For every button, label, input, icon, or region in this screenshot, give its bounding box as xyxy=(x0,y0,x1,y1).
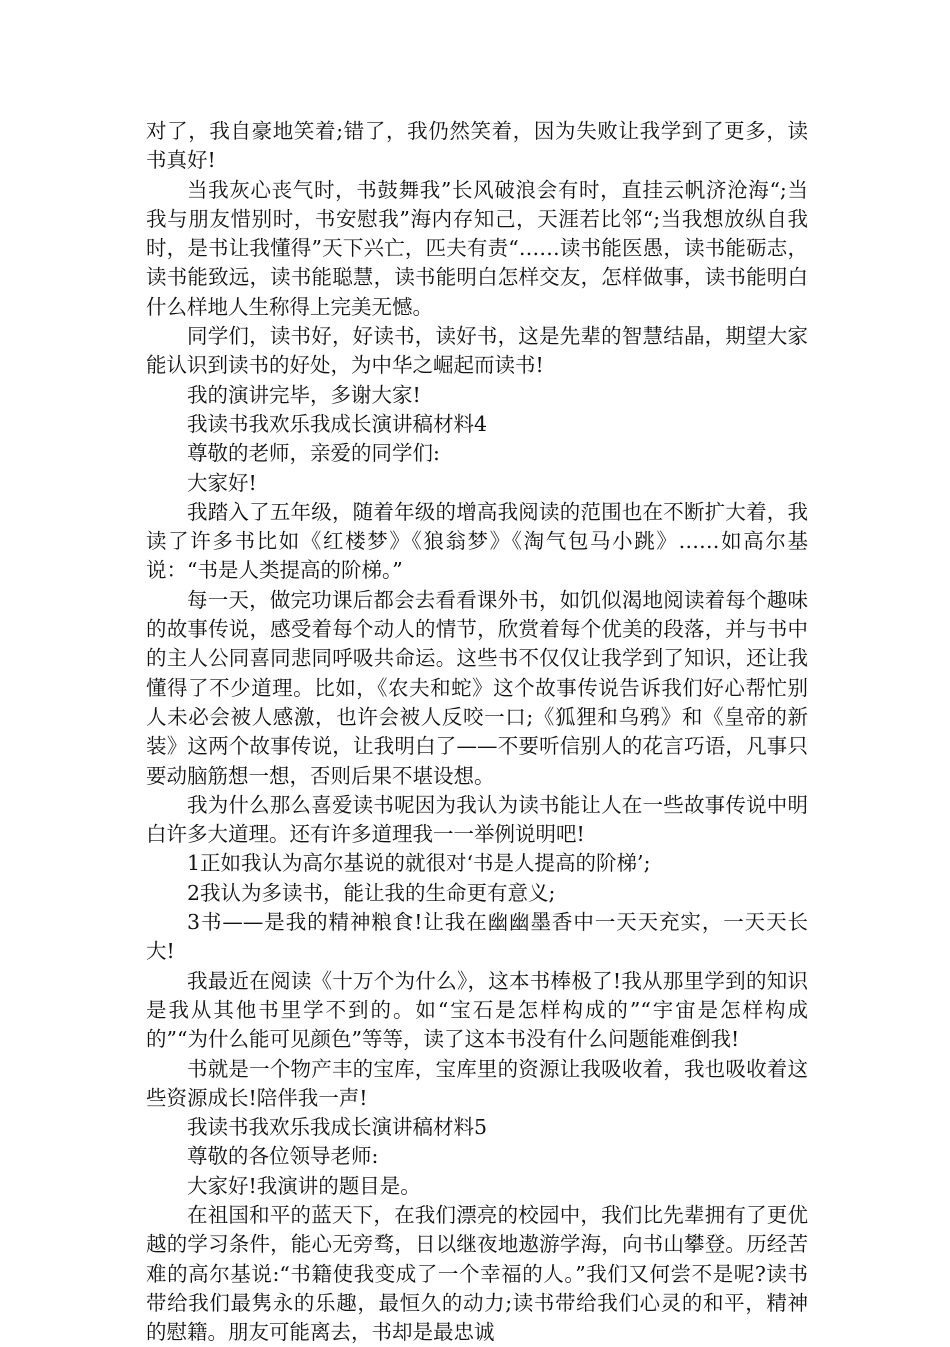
paragraph: 对了，我自豪地笑着;错了，我仍然笑着，因为失败让我学到了更多，读书真好! xyxy=(146,119,808,173)
section-heading: 我读书我欢乐我成长演讲稿材料4 xyxy=(187,411,488,436)
salutation: 尊敬的各位领导老师: xyxy=(187,1144,379,1169)
paragraph: 在祖国和平的蓝天下，在我们漂亮的校园中，我们比先辈拥有了更优越的学习条件，能心无旁骛，日以继夜地遨游学海，向书山攀登。历经苦难的高尔基说:“书籍使我变成了一个幸福的人。”我们又何尝不是呢?读书带给我们最隽永的乐趣，最恒久的动力;读书带给我们心灵的和平，精神的慰籍。朋友可能离去，书却是最忠诚 xyxy=(146,1202,808,1345)
paragraph: 我为什么那么喜爱读书呢因为我认为读书能让人在一些故事传说中明白许多大道理。还有许多道理我一一举例说明吧! xyxy=(146,792,808,847)
list-item: 2我认为多读书，能让我的生命更有意义; xyxy=(187,880,556,905)
list-item: 3书——是我的精神粮食!让我在幽幽墨香中一天天充实，一天天长大! xyxy=(146,910,808,964)
greeting: 大家好! xyxy=(187,470,257,495)
section-heading: 我读书我欢乐我成长演讲稿材料5 xyxy=(187,1115,488,1140)
paragraph: 书就是一个物产丰的宝库，宝库里的资源让我吸收着，我也吸收着这些资源成长!陪伴我一声! xyxy=(146,1056,808,1110)
paragraph: 当我灰心丧气时，书鼓舞我”长风破浪会有时，直挂云帆济沧海“;当我与朋友惜别时，书安慰我”海内存知己，天涯若比邻“;当我想放纵自我时，是书让我懂得”天下兴亡，匹夫有责“……读书能医愚，读书能砺志，读书能致远，读书能聪慧，读书能明白怎样交友，怎样做事，读书能明白什么样地人生称得上完美无憾。 xyxy=(146,177,808,319)
list-item: 1正如我认为高尔基说的就很对‘书是人提高的阶梯’; xyxy=(187,851,651,876)
document-page xyxy=(146,117,808,1347)
greeting: 大家好!我演讲的题目是。 xyxy=(187,1173,421,1198)
paragraph: 同学们，读书好，好读书，读好书，这是先辈的智慧结晶，期望大家能认识到读书的好处，为中华之崛起而读书! xyxy=(146,324,808,378)
salutation: 尊敬的老师，亲爱的同学们: xyxy=(187,441,440,466)
paragraph: 我的演讲完毕，多谢大家! xyxy=(187,382,421,407)
paragraph: 每一天，做完功课后都会去看看课外书，如饥似渴地阅读着每个趣味的故事传说，感受着每个动人的情节，欣赏着每个优美的段落，并与书中的主人公同喜同悲同呼吸共命运。这些书不仅仅让我学到了知识，还让我懂得了不少道理。比如，《农夫和蛇》这个故事传说告诉我们好心帮忙别人未必会被人感激，也许会被人反咬一口;《狐狸和乌鸦》和《皇帝的新装》这两个故事传说，让我明白了——不要听信别人的花言巧语，凡事只要动脑筋想一想，否则后果不堪设想。 xyxy=(146,587,808,788)
paragraph: 我最近在阅读《十万个为什么》，这本书棒极了!我从那里学到的知识是我从其他书里学不到的。如“宝石是怎样构成的”“宇宙是怎样构成的”“为什么能可见颜色”等等，读了这本书没有什么问题能难倒我! xyxy=(146,968,808,1052)
paragraph: 我踏入了五年级，随着年级的增高我阅读的范围也在不断扩大着，我读了许多书比如《红楼梦》《狼翁梦》《淘气包马小跳》……如高尔基说：“书是人类提高的阶梯。” xyxy=(146,499,808,583)
